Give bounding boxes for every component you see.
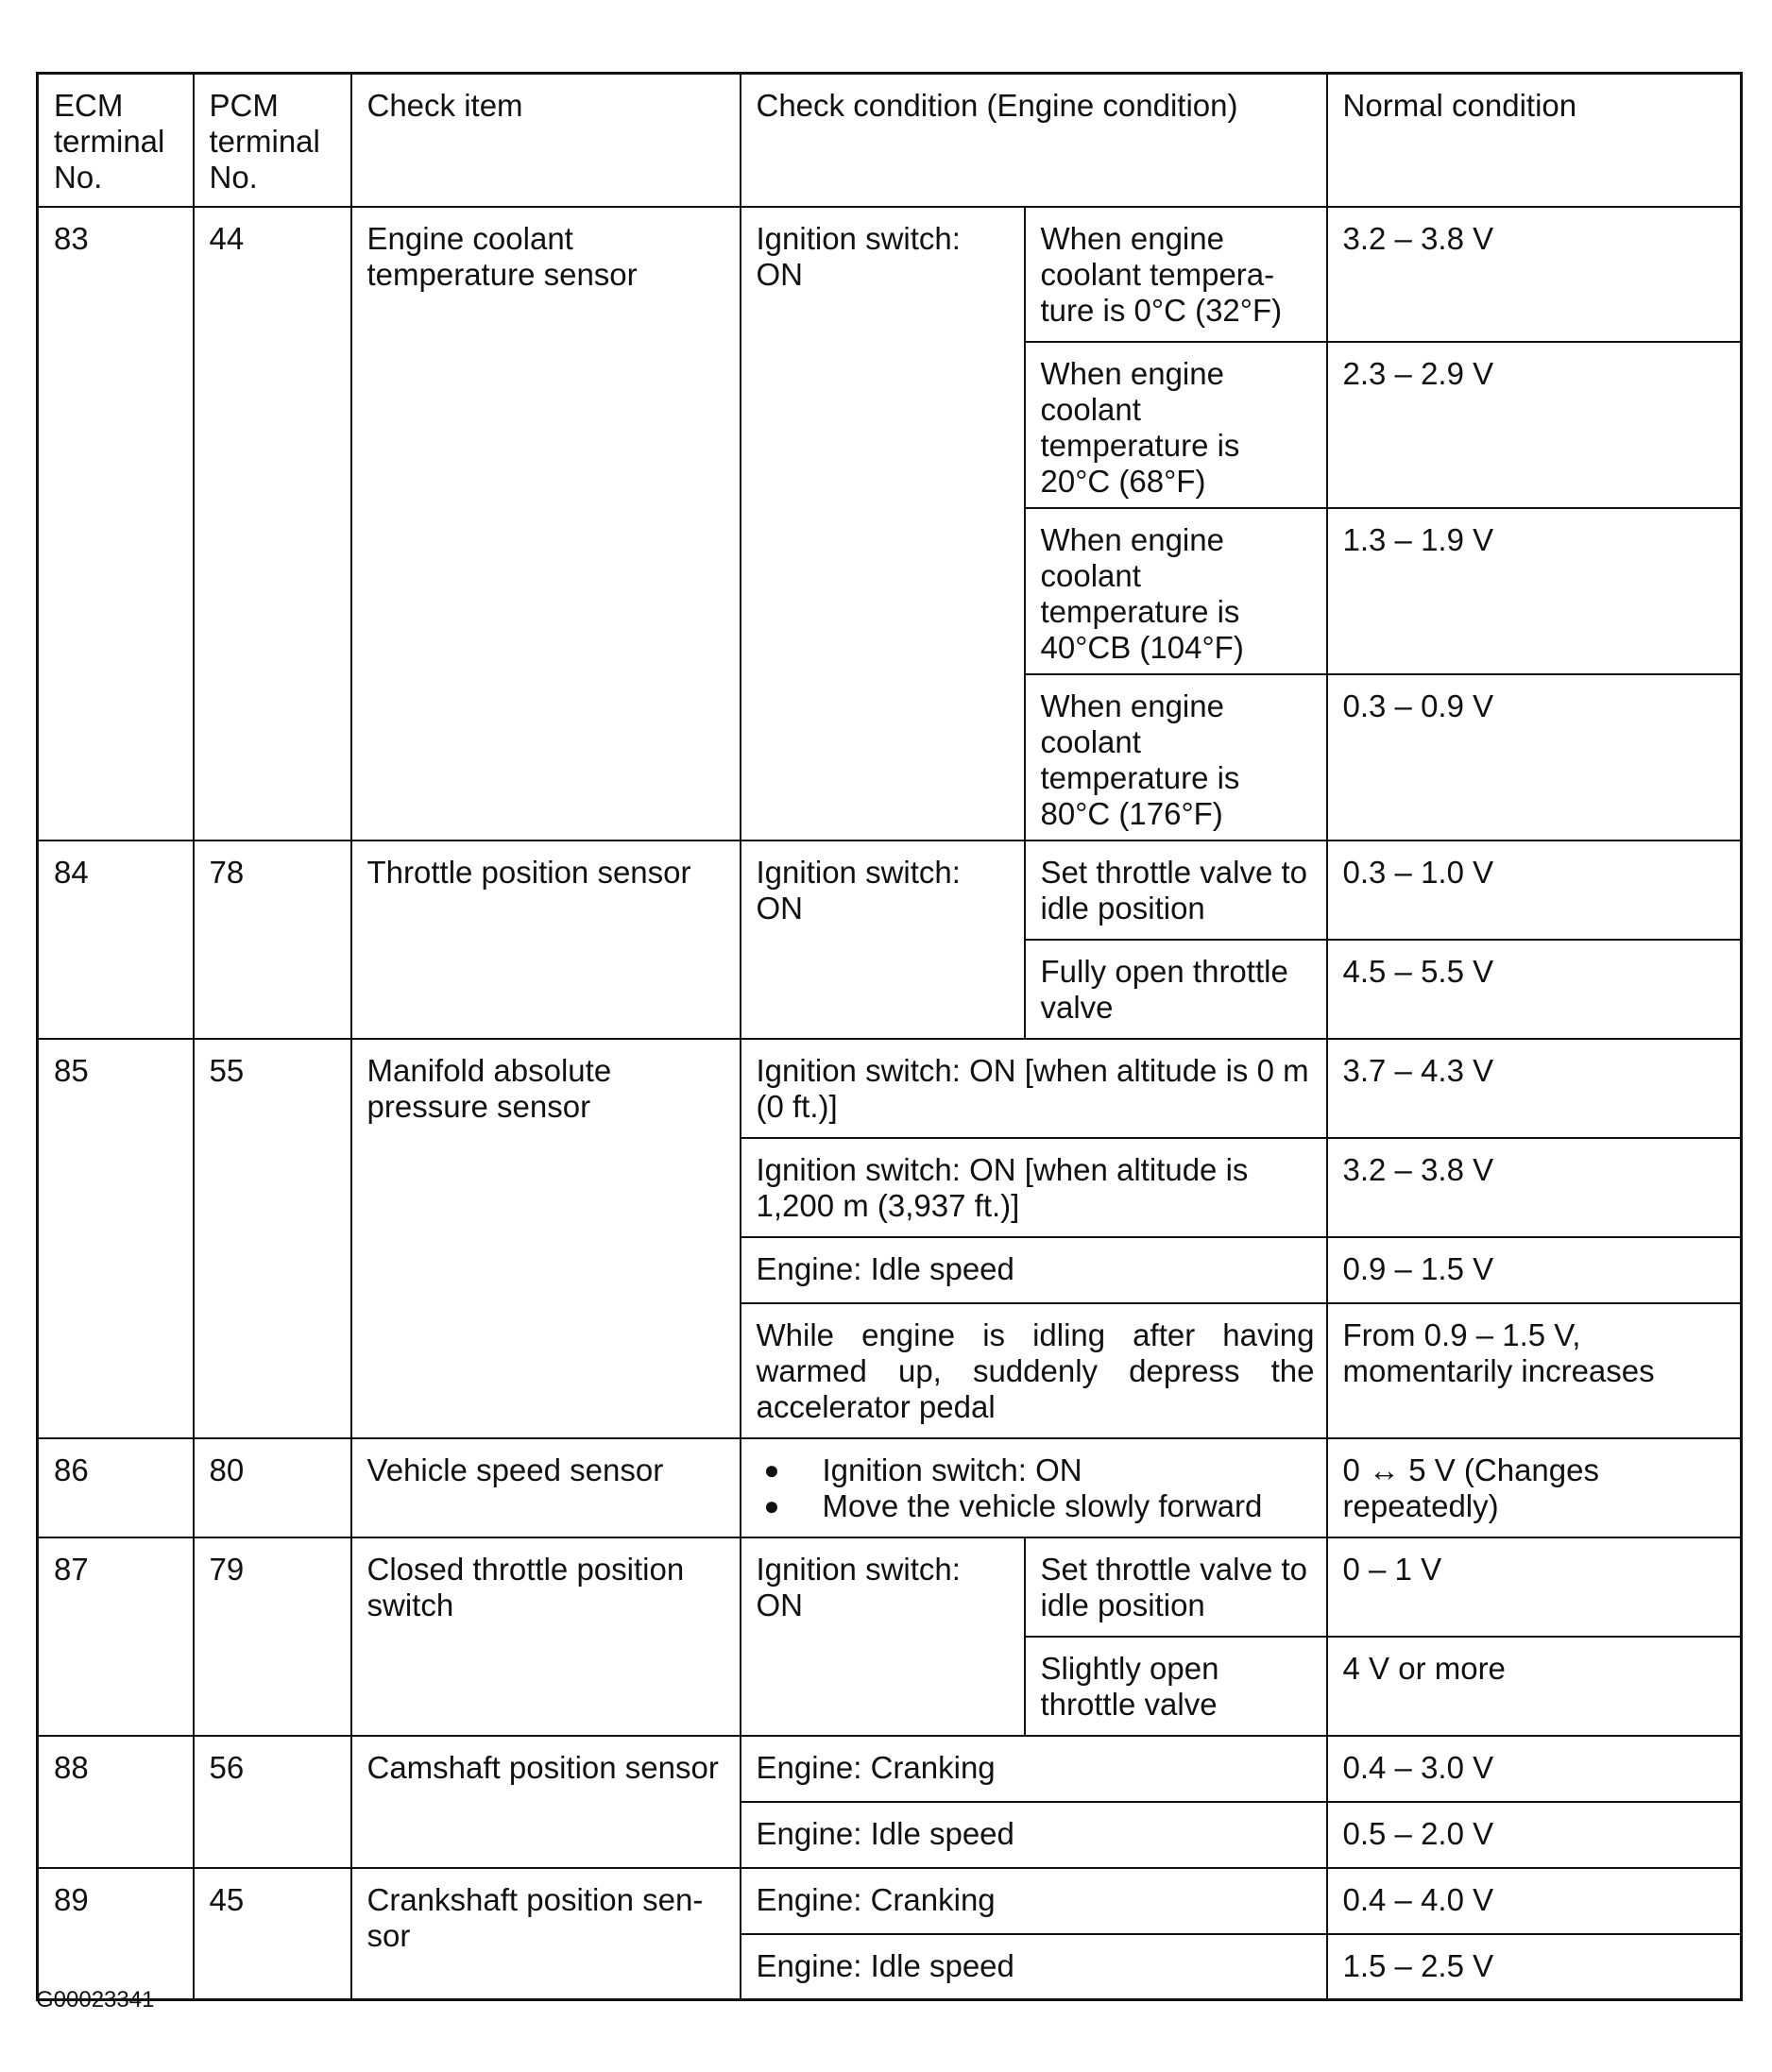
normal-value: 3.2 – 3.8 V xyxy=(1327,207,1742,342)
pcm-terminal: 80 xyxy=(194,1438,351,1537)
header-ecm: ECM terminal No. xyxy=(38,74,194,207)
condition-bullet-list xyxy=(757,1452,1315,1524)
ecm-terminal: 86 xyxy=(38,1438,194,1537)
check-item: Throttle position sensor xyxy=(351,841,741,1039)
pcm-terminal: 78 xyxy=(194,841,351,1039)
check-condition: Engine: Cranking xyxy=(741,1868,1327,1934)
header-check-condition: Check condition (Engine condition) xyxy=(741,74,1327,207)
normal-value: 0 – 1 V xyxy=(1327,1537,1742,1637)
check-condition: Engine: Idle speed xyxy=(741,1802,1327,1868)
check-item: Crankshaft position sen-sor xyxy=(351,1868,741,2000)
header-pcm: PCM terminal No. xyxy=(194,74,351,207)
ecm-terminal: 89 xyxy=(38,1868,194,2000)
header-check-item: Check item xyxy=(351,74,741,207)
ecm-terminal: 85 xyxy=(38,1039,194,1438)
check-condition: Ignition switch: ON [when altitude is 1,200 m (3,937 ft.)] xyxy=(741,1138,1327,1237)
check-condition xyxy=(741,1438,1327,1537)
table-row xyxy=(38,1868,1742,1934)
normal-value: 0 ↔ 5 V (Changes repeatedly) xyxy=(1327,1438,1742,1537)
sub-condition: Set throttle valve to idle position xyxy=(1025,841,1327,940)
sub-condition: When engine coolant temperature is 80°C (176°F) xyxy=(1025,674,1327,841)
sub-condition: When engine coolant tempera-ture is 0°C (32°F) xyxy=(1025,207,1327,342)
pcm-terminal: 44 xyxy=(194,207,351,841)
normal-value: 0.4 – 4.0 V xyxy=(1327,1868,1742,1934)
normal-value: 0.3 – 1.0 V xyxy=(1327,841,1742,940)
normal-value: From 0.9 – 1.5 V, momentarily increases xyxy=(1327,1303,1742,1438)
header-normal-condition: Normal condition xyxy=(1327,74,1742,207)
check-condition: Ignition switch: ON xyxy=(741,1537,1025,1736)
ecm-terminal: 88 xyxy=(38,1736,194,1868)
check-item: Vehicle speed sensor xyxy=(351,1438,741,1537)
pcm-terminal: 56 xyxy=(194,1736,351,1868)
normal-value: 1.3 – 1.9 V xyxy=(1327,508,1742,674)
ecm-terminal: 84 xyxy=(38,841,194,1039)
figure-id: G00023341 xyxy=(36,1987,155,2013)
check-condition: Ignition switch: ON xyxy=(741,841,1025,1039)
check-item: Camshaft position sensor xyxy=(351,1736,741,1868)
table-row xyxy=(38,1039,1742,1138)
normal-value: 3.2 – 3.8 V xyxy=(1327,1138,1742,1237)
sub-condition: Fully open throttle valve xyxy=(1025,940,1327,1039)
check-condition: Engine: Idle speed xyxy=(741,1934,1327,2000)
table-row xyxy=(38,1736,1742,1802)
sub-condition: Slightly open throttle valve xyxy=(1025,1637,1327,1736)
table-row xyxy=(38,1438,1742,1537)
inspection-table-sheet xyxy=(36,72,1740,1983)
sub-condition: When engine coolant temperature is 40°CB (104°F) xyxy=(1025,508,1327,674)
check-item: Engine coolant temperature sensor xyxy=(351,207,741,841)
ecm-terminal: 83 xyxy=(38,207,194,841)
normal-value: 4 V or more xyxy=(1327,1637,1742,1736)
header-row xyxy=(38,74,1742,207)
sub-condition: When engine coolant temperature is 20°C (68°F) xyxy=(1025,342,1327,508)
check-condition: While engine is idling after having warmed up, suddenly depress the accelerator pedal xyxy=(741,1303,1327,1438)
pcm-terminal: 45 xyxy=(194,1868,351,2000)
sub-condition: Set throttle valve to idle position xyxy=(1025,1537,1327,1637)
check-condition: Engine: Idle speed xyxy=(741,1237,1327,1303)
normal-value: 0.4 – 3.0 V xyxy=(1327,1736,1742,1802)
terminal-check-table xyxy=(36,72,1743,2001)
list-item: ● Ignition switch: ON xyxy=(757,1452,1315,1488)
check-condition: Ignition switch: ON xyxy=(741,207,1025,841)
table-row xyxy=(38,841,1742,940)
normal-value: 1.5 – 2.5 V xyxy=(1327,1934,1742,2000)
table-row xyxy=(38,1537,1742,1637)
normal-value: 0.3 – 0.9 V xyxy=(1327,674,1742,841)
pcm-terminal: 79 xyxy=(194,1537,351,1736)
list-item: ● Move the vehicle slowly forward xyxy=(757,1488,1315,1524)
normal-value: 2.3 – 2.9 V xyxy=(1327,342,1742,508)
check-condition: Engine: Cranking xyxy=(741,1736,1327,1802)
check-condition: Ignition switch: ON [when altitude is 0 m (0 ft.)] xyxy=(741,1039,1327,1138)
check-item: Closed throttle position switch xyxy=(351,1537,741,1736)
normal-value: 4.5 – 5.5 V xyxy=(1327,940,1742,1039)
table-row xyxy=(38,207,1742,342)
normal-value: 3.7 – 4.3 V xyxy=(1327,1039,1742,1138)
pcm-terminal: 55 xyxy=(194,1039,351,1438)
check-item: Manifold absolute pressure sensor xyxy=(351,1039,741,1438)
ecm-terminal: 87 xyxy=(38,1537,194,1736)
normal-value: 0.9 – 1.5 V xyxy=(1327,1237,1742,1303)
normal-value: 0.5 – 2.0 V xyxy=(1327,1802,1742,1868)
